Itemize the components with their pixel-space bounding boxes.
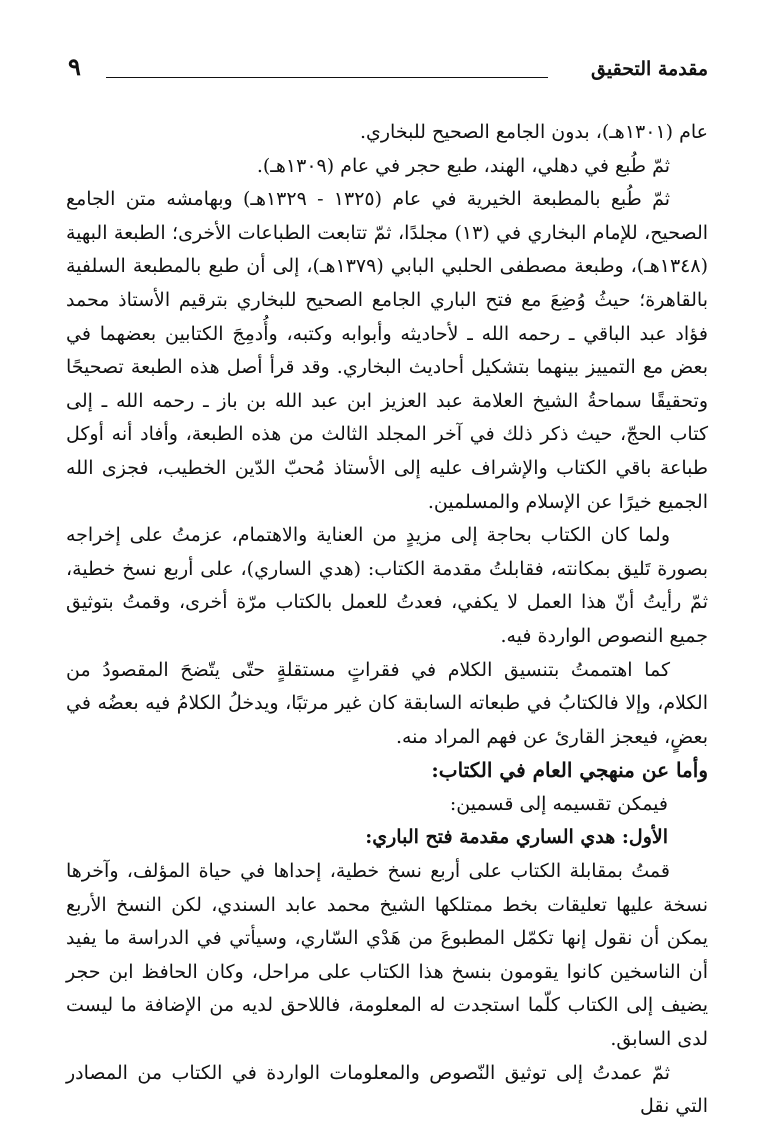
running-title: مقدمة التحقيق — [591, 58, 708, 80]
paragraph-1: عام (١٣٠١هـ)، بدون الجامع الصحيح للبخاري. — [359, 121, 708, 143]
page-number: ٩ — [68, 52, 81, 81]
section-heading: وأما عن منهجي العام في الكتاب: — [431, 758, 708, 783]
paragraph-3: ثمّ طُبع بالمطبعة الخيرية في عام (١٣٢٥ - ١٣٢٩هـ) وبهامشه متن الجامع الصحيح، للإمام البخاري في (١٣) مجلدًا، ثمّ تتابعت الطباعات الأخرى؛ الطبعة البهية (١٣٤٨هـ)، وطبعة مصطفى الحلبي البابي (١٣٧٩هـ)، إلى أن طبع بالمطبعة السلفية بالقاهرة؛ حيثُ وُضِعَ مع فتح الباري الجامع الصحيح للبخاري بترقيم الأستاذ محمد فؤاد عبد الباقي ـ رحمه الله ـ لأحاديثه وأبوابه وكتبه، وأُدمِجَ الكتابين بعضهما في بعض مع التمييز بينهما بتشكيل أحاديث البخاري. وقد قرأ أصل هذه الطبعة تصحيحًا وتحقيقًا سماحةُ الشيخ العلامة عبد العزيز ابن عبد الله بن باز ـ رحمه الله ـ إلى كتاب الحجّ، حيث ذكر ذلك في آخر المجلد الثالث من هذه الطبعة، وأفاد أنه أوكل طباعة باقي الكتاب والإشراف عليه إلى الأستاذ مُحبّ الدّين الخطيب، فجزى الله الجميع خيرًا عن الإسلام والمسلمين. — [66, 188, 709, 513]
section-intro: فيمكن تقسيمه إلى قسمين: — [449, 792, 668, 815]
page-header — [66, 52, 708, 90]
paragraph-7: ثمّ عمدتُ إلى توثيق النّصوص والمعلومات الواردة في الكتاب من المصادر التي نقل — [66, 1061, 708, 1118]
paragraph-2: ثمّ طُبع في دهلي، الهند، طبع حجر في عام (١٣٠٩هـ). — [256, 154, 670, 177]
page-body — [66, 116, 708, 1124]
header-rule — [106, 77, 548, 78]
paragraph-6: قمتُ بمقابلة الكتاب على أربع نسخ خطية، إحداها في حياة المؤلف، وآخرها نسخة عليها تعليقات بخط ممتلكها الشيخ محمد عابد السندي، لكن النسخ الأربع يمكن أن نقول إنها تكمّل المطبوعَ من هَدْي السّاري، وسيأتي في الدراسة ما يفيد أن الناسخين كانوا يقومون بنسخ هذا الكتاب على مراحل، وكان الحافظ ابن حجر يضيف إلى الكتاب كلّما استجدت له المعلومة، فاللاحق لديه من الإضافة ما ليست لدى السابق. — [66, 860, 708, 1051]
paragraph-5: كما اهتممتُ بتنسيق الكلام في فقراتٍ مستقلةٍ حتّى يتّضحَ المقصودُ من الكلام، وإلا فالكتابُ في طبعاته السابقة كان غير مرتبًا، ويدخلُ الكلامُ فيه بعضُه في بعضٍ، فيعجز القارئ عن فهم المراد منه. — [66, 658, 708, 748]
subsection-heading: الأول: هدي الساري مقدمة فتح الباري: — [365, 826, 668, 849]
paragraph-4: ولما كان الكتاب بحاجة إلى مزيدٍ من العناية والاهتمام، عزمتُ على إخراجه بصورة تَليق بمكانته، فقابلتُ مقدمة الكتاب: (هدي الساري)، على أربع نسخ خطية، ثمّ رأيتُ أنّ هذا العمل لا يكفي، فعدتُ للعمل بالكتاب مرّة أخرى، وقمتُ بتوثيق جميع النصوص الواردة فيه. — [66, 524, 708, 647]
